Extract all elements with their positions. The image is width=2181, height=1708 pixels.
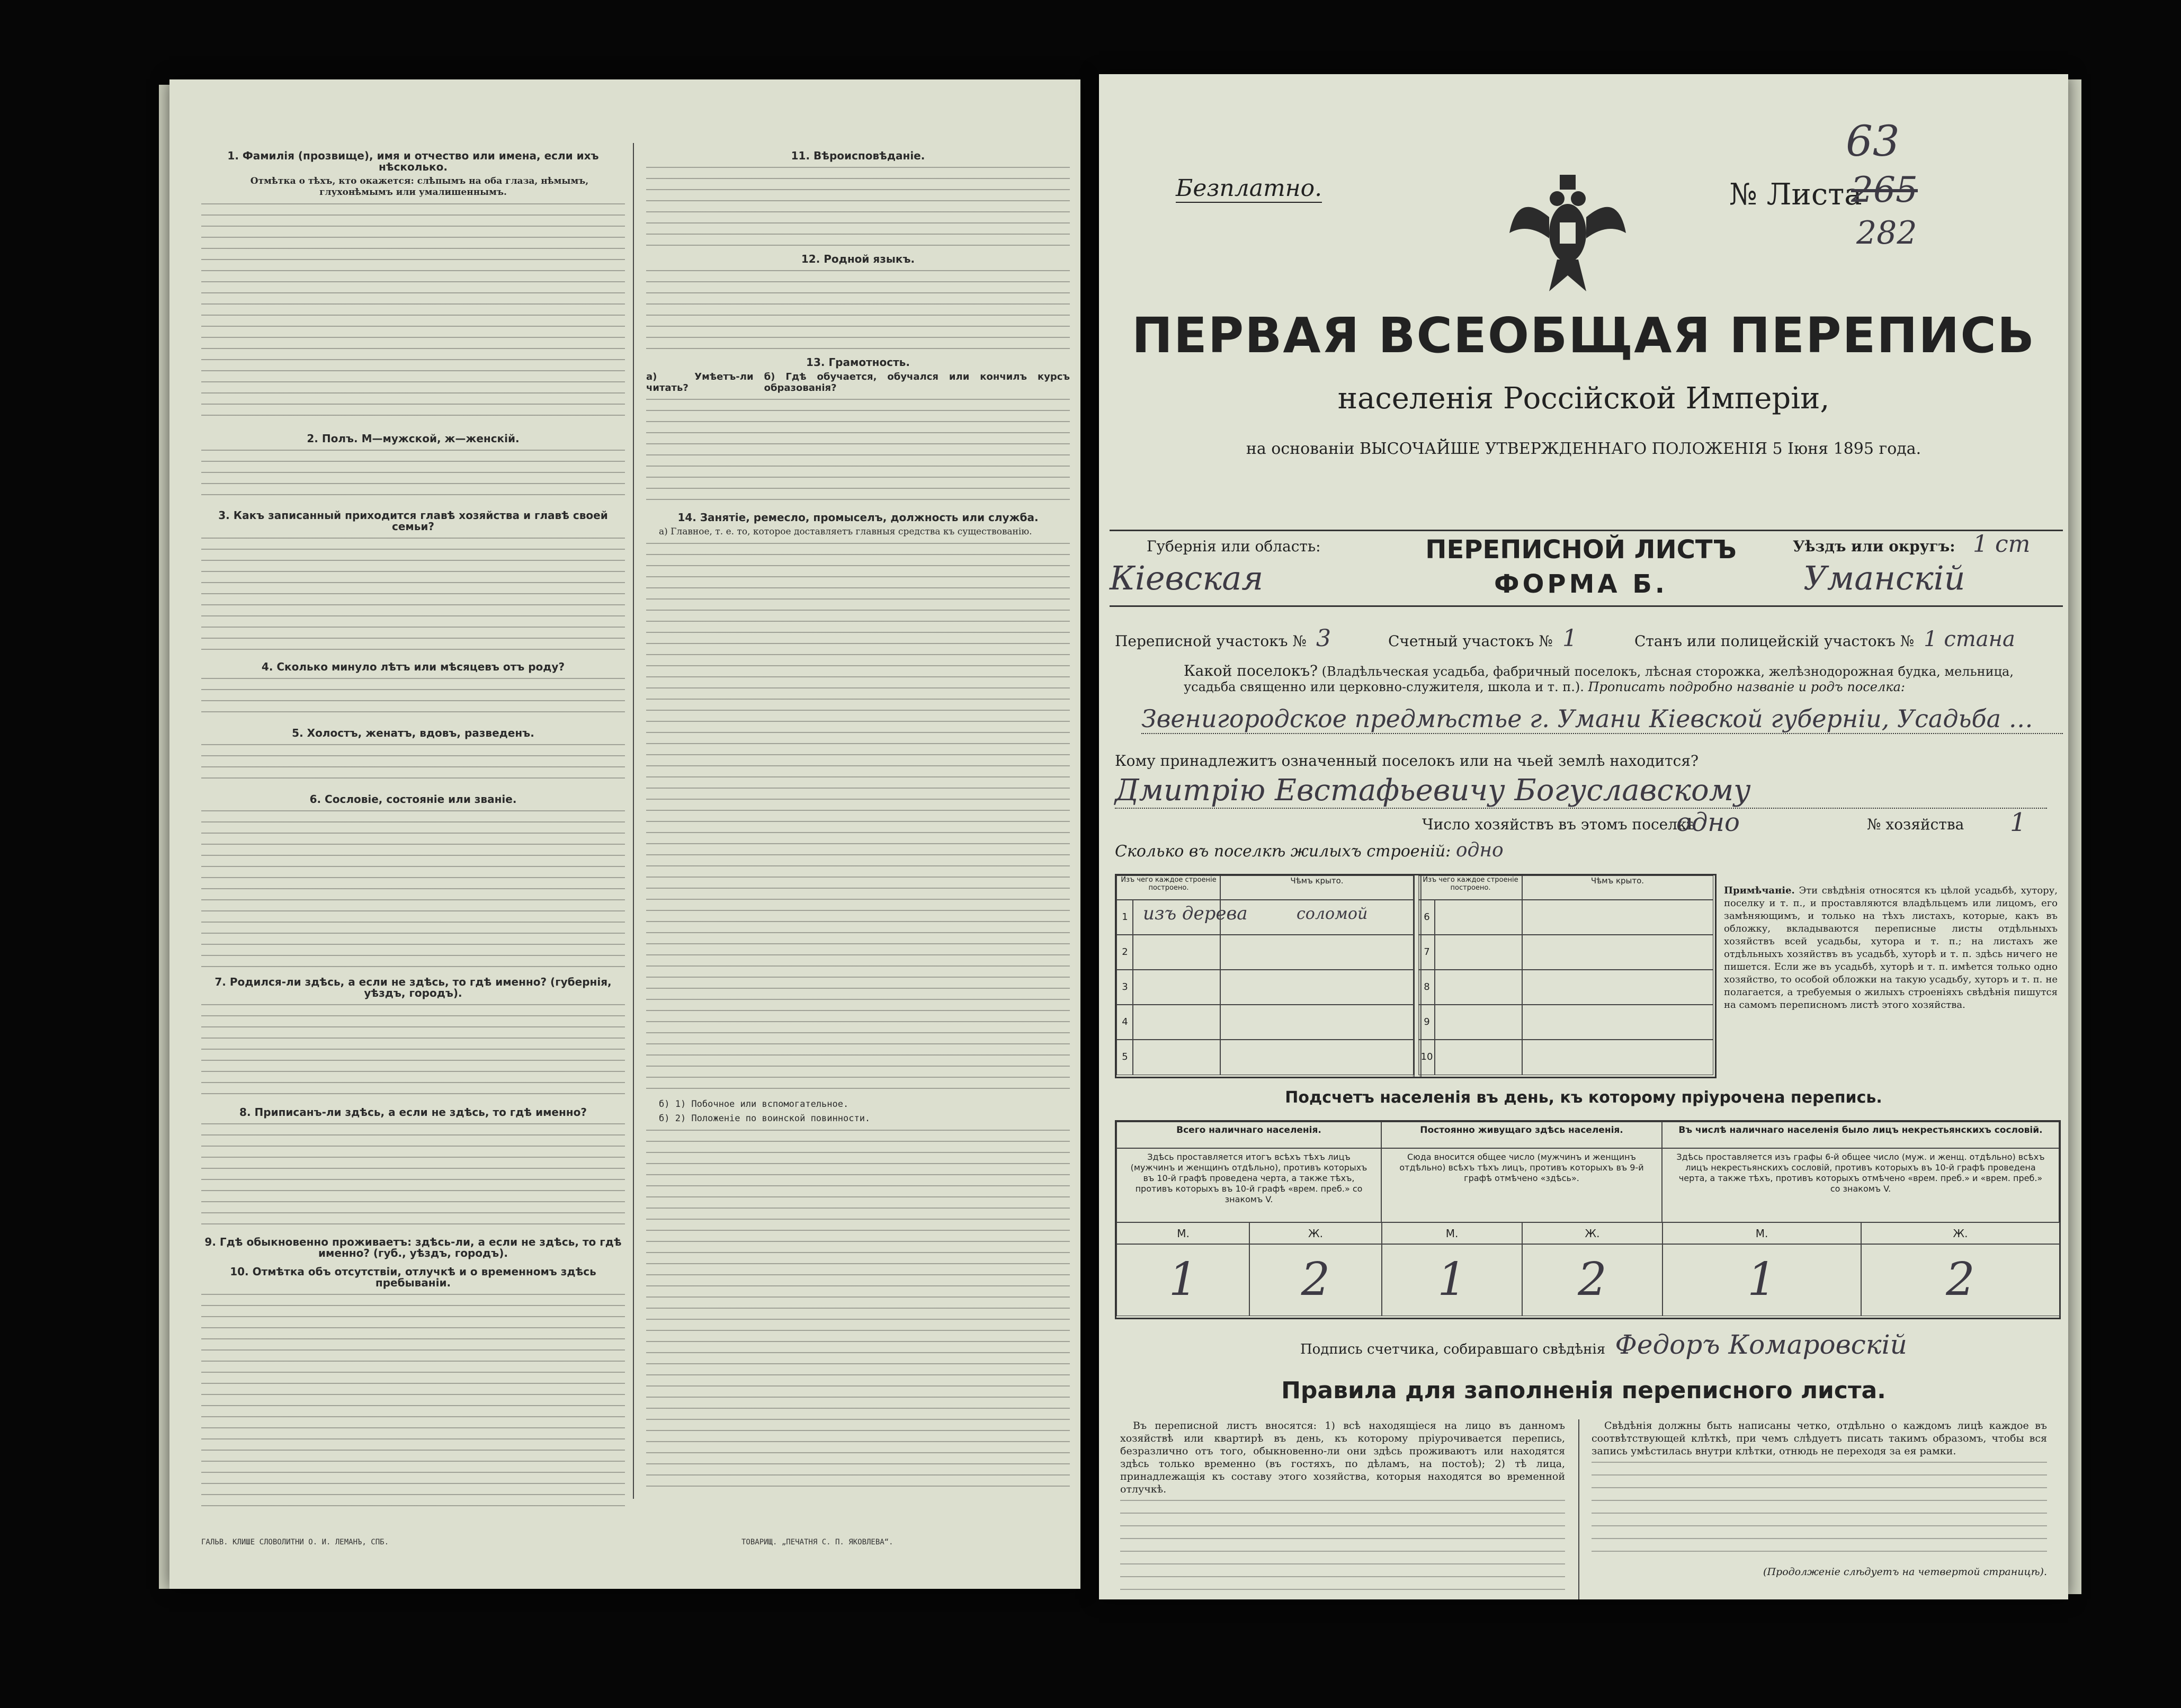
bld-col-a-header: Изъ чего каждое строеніе построено.	[1116, 875, 1221, 900]
bld-row-num-left: 4	[1116, 1004, 1133, 1040]
bld-cell	[1434, 899, 1523, 935]
bld-row-num-left: 1	[1116, 899, 1133, 935]
heading-11: 11. Вѣроисповѣданіе.	[791, 149, 925, 162]
left-footer-1: ГАЛЬВ. КЛИШЕ СЛОВОЛИТНИ О. И. ЛЕМАНЪ, СПБ.	[201, 1538, 389, 1546]
bld-cell	[1220, 1004, 1414, 1040]
heading-14b2: б) 2) Положеніе по воинской повинности.	[659, 1113, 871, 1124]
owner-value: Дмитрію Евстафьевичу Богуславскому	[1115, 773, 2047, 809]
text-block	[1120, 1500, 1565, 1599]
bld-row-num-right: 10	[1418, 1039, 1435, 1075]
row1-material: изъ дерева	[1143, 903, 1248, 924]
province-label: Губернія или область:	[1147, 538, 1321, 555]
rules-right	[1592, 1419, 2047, 1578]
bld-row-num-left: 3	[1116, 969, 1133, 1005]
text-block	[201, 1294, 625, 1516]
counter-area-label: Счетный участокъ №	[1388, 632, 1553, 650]
page-title: ПЕРВАЯ ВСЕОБЩАЯ ПЕРЕПИСЬ	[1131, 307, 2036, 364]
pop-value: 1	[1381, 1244, 1523, 1316]
area-line	[1115, 625, 2015, 652]
heading-6: 6. Сословіе, состояніе или званіе.	[309, 793, 517, 806]
continued-note: (Продолженіе слѣдуетъ на четвертой страницѣ).	[1763, 1566, 2047, 1578]
text-block	[646, 543, 1070, 1099]
buildings-value: одно	[1455, 839, 1504, 861]
heading-3: 3. Какъ записанный приходится главѣ хозяйства и главѣ своей семьи?	[218, 509, 608, 533]
bld-cell	[1132, 969, 1221, 1005]
pop-title: Подсчетъ населенія въ день, къ которому пріурочена перепись.	[1285, 1088, 1882, 1107]
pop-value: 2	[1522, 1244, 1663, 1316]
settlement-instr: Прописать подробно названіе и родъ поселка:	[1588, 679, 1905, 694]
heading-4: 4. Сколько минуло лѣтъ или мѣсяцевъ отъ роду?	[261, 660, 565, 673]
pop-mf-label: М.	[1116, 1222, 1250, 1245]
bld-cell	[1220, 934, 1414, 970]
form-title: ПЕРЕПИСНОЙ ЛИСТЪ	[1425, 535, 1737, 565]
pop-col-desc: Здѣсь проставляется изъ графы 6-й общее число (муж. и женщ. отдѣльно) всѣхъ лицъ некрестьянскихъ сословій, противъ которыхъ въ 10-й графѣ проведена черта, а также тѣхъ, противъ которыхъ отмѣчено «врем. преб.» и «врем. преб.» со знакомъ V.	[1662, 1148, 2059, 1222]
legal-basis: на основаніи ВЫСОЧАЙШЕ УТВЕРЖДЕННАГО ПОЛОЖЕНІЯ 5 Іюня 1895 года.	[1246, 440, 1921, 458]
settlement-value: Звенигородское предмѣстье г. Умани Кіевской губерніи, Усадьба …	[1141, 704, 2063, 734]
province-value: Кіевская	[1110, 559, 1264, 597]
counter-area-value: 1	[1562, 625, 1577, 652]
district-number: 1 ст	[1973, 531, 2031, 558]
bld-col-a-header-2: Изъ чего каждое строеніе построено.	[1418, 875, 1523, 900]
heading-13: 13. Грамотность.	[806, 356, 910, 369]
heading-12: 12. Родной языкъ.	[801, 253, 915, 265]
heading-14b1: б) 1) Побочное или вспомогательное.	[659, 1099, 849, 1110]
pop-value: 1	[1662, 1244, 1862, 1316]
rules-divider	[1578, 1419, 1579, 1599]
sheet-number-handwritten-2: 282	[1856, 214, 1917, 252]
bld-cell	[1220, 969, 1414, 1005]
left-footer-2: ТОВАРИЩ. „ПЕЧАТНЯ С. П. ЯКОВЛЕВА“.	[741, 1538, 893, 1546]
bld-col-b-header: Чѣмъ крыто.	[1220, 875, 1414, 900]
pop-col-header: Всего наличнаго населенія.	[1116, 1122, 1381, 1148]
heading-14a: а) Главное, т. е. то, которое доставляетъ главныя средства къ существованію.	[659, 526, 1032, 537]
pop-mf-label: М.	[1662, 1222, 1862, 1245]
text-block	[201, 810, 625, 969]
pop-mf-label: Ж.	[1522, 1222, 1663, 1245]
text-block	[646, 270, 1070, 350]
bld-row-num-right: 6	[1418, 899, 1435, 935]
heading-9: 9. Гдѣ обыкновенно проживаетъ: здѣсь-ли, а если не здѣсь, то гдѣ именно? (губ., уѣздъ, городъ).	[204, 1236, 622, 1259]
right-page	[1099, 74, 2068, 1599]
rules-title: Правила для заполненія переписного листа.	[1281, 1377, 1886, 1404]
pop-mf-label: Ж.	[1861, 1222, 2060, 1245]
settlement-line	[1184, 662, 2052, 694]
owner-label: Кому принадлежитъ означенный поселокъ или на чьей землѣ находится?	[1115, 752, 1699, 770]
heading-10: 10. Отмѣтка объ отсутствіи, отлучкѣ и о временномъ здѣсь пребываніи.	[230, 1265, 596, 1289]
population-table	[1115, 1120, 2061, 1319]
bld-cell	[1434, 969, 1523, 1005]
text-block	[646, 399, 1070, 505]
heading-14: 14. Занятіе, ремесло, промыселъ, должность или служба.	[677, 511, 1039, 524]
bld-cell	[1434, 1004, 1523, 1040]
bld-row-num-left: 2	[1116, 934, 1133, 970]
heading-2: 2. Полъ. М—мужской, ж—женскій.	[307, 432, 520, 445]
bld-row-num-right: 7	[1418, 934, 1435, 970]
text-block	[201, 744, 625, 786]
corner-number: 63	[1846, 117, 1900, 166]
note-text: Эти свѣдѣнія относятся къ цѣлой усадьбѣ, хутору, поселку и т. п., и проставляются владѣльцемъ или лицомъ, его замѣняющимъ, и только на тѣхъ листахъ, которые, какъ въ обложку, вкладываются переписные листы отдѣльныхъ хозяйствъ всей усадьбы, хутора и т. п.; на листахъ же отдѣльныхъ хозяйствъ въ усадьбѣ, хуторѣ и т. п. здѣсь ничего не пишется. Если же въ усадьбѣ, хуторѣ и т. п. имѣется только одно хозяйство, то особой обложки на такую усадьбу, хуторъ и т. п. не полагается, а требуемыя о жилыхъ строеніяхъ свѣдѣнія пишутся на самомъ переписномъ листѣ этого хозяйства.	[1724, 885, 2058, 1011]
settlement-note: (Владѣльческая усадьба, фабричный поселокъ, лѣсная сторожка, желѣзнодорожная будка, мельница, усадьба священно или церковно-служителя, школа и т. п.).	[1184, 664, 2014, 694]
row1-roof: соломой	[1297, 905, 1368, 923]
column-divider	[633, 143, 634, 1499]
pop-col-header: Въ числѣ наличнаго населенія было лицъ некрестьянскихъ сословій.	[1662, 1122, 2059, 1148]
bld-cell	[1522, 934, 1713, 970]
settlement-label: Какой поселокъ?	[1184, 662, 1318, 679]
pop-col-desc: Сюда вносится общее число (мужчинъ и женщинъ отдѣльно) всѣхъ тѣхъ лицъ, противъ которыхъ въ 9-й графѣ отмѣчено «здѣсь».	[1381, 1148, 1662, 1222]
heading-13a: а) Умѣетъ-ли читать?	[646, 371, 754, 394]
bld-col-b-header-2: Чѣмъ крыто.	[1522, 875, 1713, 900]
household-no-value: 1	[2010, 808, 2026, 837]
pop-mf-label: Ж.	[1249, 1222, 1382, 1245]
district-label: Уѣздъ или округъ:	[1793, 538, 1955, 555]
form-subtitle: ФОРМА Б.	[1494, 569, 1668, 599]
bld-row-num-right: 9	[1418, 1004, 1435, 1040]
pop-col-desc: Здѣсь проставляется итогъ всѣхъ тѣхъ лицъ (мужчинъ и женщинъ отдѣльно), противъ которыхъ въ 10-й графѣ проведена черта, а также тѣхъ, противъ которыхъ въ 10-й графѣ «врем. преб.» со знакомъ V.	[1116, 1148, 1381, 1222]
stan-value: 1 стана	[1924, 627, 2015, 651]
pop-value: 2	[1861, 1244, 2060, 1316]
left-column-2	[646, 143, 1070, 1490]
bld-cell	[1132, 934, 1221, 970]
text-block	[201, 450, 625, 503]
buildings-table	[1115, 874, 1717, 1078]
heading-5: 5. Холостъ, женатъ, вдовъ, разведенъ.	[292, 727, 534, 739]
text-block	[1592, 1462, 2047, 1562]
left-page	[169, 79, 1080, 1589]
bld-cell	[1132, 1039, 1221, 1075]
heading-7: 7. Родился-ли здѣсь, а если не здѣсь, то гдѣ именно? (губернія, уѣздъ, городъ).	[214, 976, 612, 999]
heading-8: 8. Приписанъ-ли здѣсь, а если не здѣсь, то гдѣ именно?	[239, 1106, 587, 1119]
left-column-1	[201, 143, 625, 1516]
pop-value: 2	[1249, 1244, 1382, 1316]
free-stamp: Безплатно.	[1176, 175, 1322, 202]
note-block	[1724, 884, 2058, 1012]
households-label: Число хозяйствъ въ этомъ поселкѣ	[1422, 816, 1696, 833]
bld-cell	[1220, 1039, 1414, 1075]
text-block	[201, 538, 625, 654]
rules-left-text: Въ переписной листъ вносятся: 1) всѣ находящіеся на лицо въ данномъ хозяйствѣ или квартирѣ въ день, къ которому пріурочивается перепись, безразлично отъ того, обыкновенно-ли они здѣсь проживаютъ или находятся здѣсь только временно (въ гостяхъ, по дѣламъ, на постоѣ); 2) тѣ лица, принадлежащія къ составу этого хозяйства, которыя находятся во временной отлучкѣ.	[1120, 1420, 1565, 1495]
bld-cell	[1522, 969, 1713, 1005]
text-block	[646, 167, 1070, 246]
census-area-label: Переписной участокъ №	[1115, 632, 1307, 650]
households-value: одно	[1676, 808, 1740, 837]
text-block	[201, 203, 625, 426]
text-block	[646, 1130, 1070, 1490]
bld-cell	[1132, 1004, 1221, 1040]
bld-cell	[1434, 1039, 1523, 1075]
bld-cell	[1522, 1004, 1713, 1040]
stan-label: Станъ или полицейскій участокъ №	[1634, 632, 1915, 650]
bld-cell	[1522, 899, 1713, 935]
signature-value: Федоръ Комаровскій	[1615, 1329, 1907, 1360]
pop-value: 1	[1116, 1244, 1250, 1316]
household-no-label: № хозяйства	[1867, 816, 1964, 833]
text-block	[201, 1004, 625, 1099]
heading-1: 1. Фамилія (прозвище), имя и отчество или имена, если ихъ нѣсколько.	[227, 149, 599, 173]
bld-cell	[1522, 1039, 1713, 1075]
signature-line	[1300, 1329, 1907, 1360]
pop-col-header: Постоянно живущаго здѣсь населенія.	[1381, 1122, 1662, 1148]
text-block	[201, 678, 625, 720]
census-area-value: 3	[1316, 625, 1331, 652]
pop-mf-label: М.	[1381, 1222, 1523, 1245]
bld-cell	[1434, 934, 1523, 970]
sheet-number-label: № Листа	[1729, 177, 1862, 212]
buildings-line	[1115, 839, 1504, 861]
buildings-label: Сколько въ поселкѣ жилыхъ строеній:	[1115, 842, 1451, 861]
signature-label: Подпись счетчика, собиравшаго свѣдѣнія	[1300, 1342, 1606, 1357]
sheet-number-handwritten: 265	[1851, 169, 1918, 210]
district-value: Уманскій	[1803, 559, 1965, 597]
text-block	[201, 1123, 625, 1229]
heading-13b: б) Гдѣ обучается, обучался или кончилъ курсъ образованія?	[764, 371, 1070, 394]
page-subtitle: населенія Россійской Имперіи,	[1337, 381, 1830, 416]
imperial-eagle-icon	[1507, 169, 1629, 297]
rules-left	[1120, 1419, 1565, 1599]
note-label: Примѣчаніе.	[1724, 885, 1795, 896]
intro-note: Отмѣтка о тѣхъ, кто окажется: слѣпымъ на оба глаза, нѣмымъ, глухонѣмымъ или умалишеннымъ.	[250, 176, 589, 198]
bld-row-num-right: 8	[1418, 969, 1435, 1005]
bld-row-num-left: 5	[1116, 1039, 1133, 1075]
rules-right-text: Свѣдѣнія должны быть написаны четко, отдѣльно о каждомъ лицѣ каждое въ соотвѣтствующей клѣткѣ, при чемъ слѣдуетъ писать такимъ образомъ, чтобы вся запись умѣстилась внутри клѣтки, отнюдь не переходя за ея рамки.	[1592, 1420, 2047, 1457]
